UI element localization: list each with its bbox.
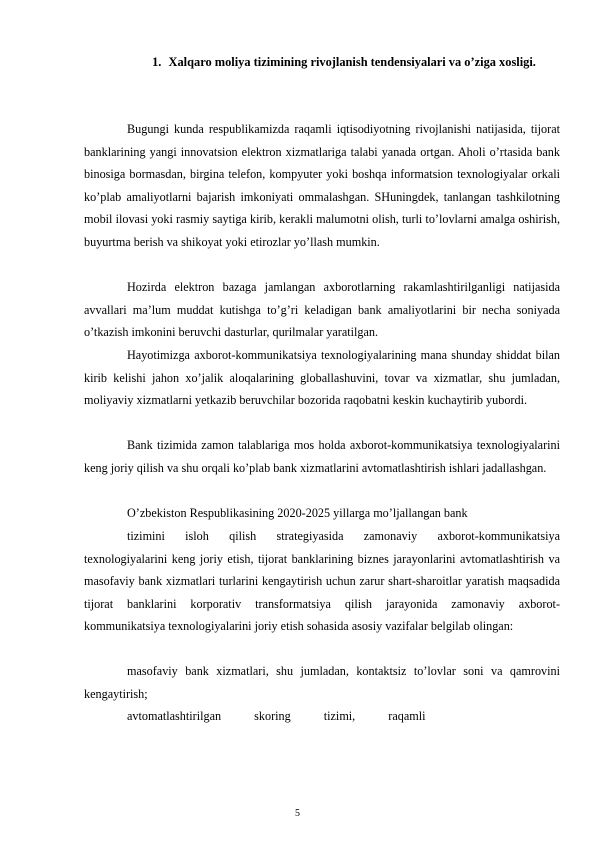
section-number: 1. xyxy=(152,55,162,69)
page-number: 5 xyxy=(295,808,300,819)
section-title: Xalqaro moliya tizimining rivojlanish tendensiyalari va o’ziga xosligi. xyxy=(168,55,536,69)
paragraph-7: masofaviy bank xizmatlari, shu jumladan, kontaktsiz to’lovlar soni va qamrovini kengaytirish; xyxy=(84,664,560,701)
paragraph-8: avtomatlashtirilgan skoring tizimi, raqamli xyxy=(127,709,426,723)
section-heading xyxy=(128,51,560,74)
paragraph-4: Bank tizimida zamon talablariga mos holda axborot-kommunikatsiya texnologiyalarini keng joriy qilish va shu orqali ko’plab bank xizmatlarini avtomatlashtirish ishlari jadallashgan. xyxy=(84,438,560,475)
paragraph-6: tizimini isloh qilish strategiyasida zamonaviy axborot-kommunikatsiya texnologiyalarini keng joriy etish, tijorat banklarining biznes jarayonlarini avtomatlashtirish va masofaviy bank xizmatlari turlarini kengaytirish uchun zarur shart-sharoitlar yaratish maqsadida tijorat banklarini korporativ transformatsiya qilish jarayonida zamonaviy axborot- kommunikatsiya texnologiyalarini joriy etish sohasida asosiy vazifalar belgilab olingan: xyxy=(84,529,560,633)
paragraph-2: Hozirda elektron bazaga jamlangan axborotlarning rakamlashtirilganligi natijasida avvallari ma’lum muddat kutishga to’g’ri keladigan bank amaliyotlarini bir necha soniyada o’tkazish imkonini beruvchi dasturlar, qurilmalar yaratilgan. xyxy=(84,280,560,339)
paragraph-3: Hayotimizga axborot-kommunikatsiya texnologiyalarining mana shunday shiddat bilan kirib kelishi jahon xo’jalik aloqalarining globallashuvini, tovar va xizmatlar, shu jumladan, moliyaviy xizmatlarni yetkazib beruvchilar bozorida raqobatni keskin kuchaytirib yubordi. xyxy=(84,348,560,407)
paragraph-1: Bugungi kunda respublikamizda raqamli iqtisodiyotning rivojlanishi natijasida, tijorat banklarining yangi innovatsion elektron xizmatlariga talabi yanada ortgan. Aholi o’rtasida bank binosiga bormasdan, birgina telefon, kompyuter yoki boshqa informatsion texnologiyalar orkali ko’plab amaliyotlarni bajarish imkoniyati ommalashgan. SHuningdek, tanlangan tashkilotning mobil ilovasi yoki rasmiy saytiga kirib, kerakli malumotni olish, turli to’lovlarni amalga oshirish, buyurtma berish va shikoyat yoki etirozlar yo’llash mumkin. xyxy=(84,122,560,249)
paragraph-5: O’zbekiston Respublikasining 2020-2025 yillarga mo’ljallangan bank xyxy=(127,506,468,520)
